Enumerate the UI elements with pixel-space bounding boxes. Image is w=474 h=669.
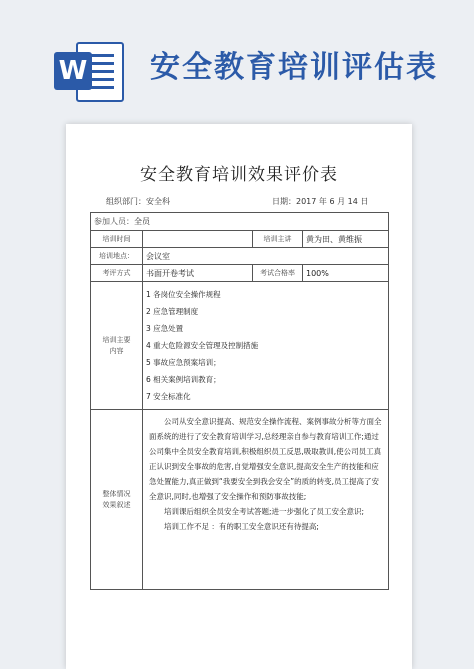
word-document-icon bbox=[54, 38, 124, 102]
department-label: 组织部门： bbox=[106, 197, 146, 206]
summary-paragraph: 公司从安全意识提高、规范安全操作流程、案例事故分析等方面全面系统的进行了安全教育培训学习,总经理亲自参与教育培训工作;通过公司集中全员安全教育培训,积极组织员工反思,吸取教训,使公司员工真正认识到安全事故的危害,自觉增强安全意识,提高安全生产的技能和应急处置能力,真正做到“我要安全到我会安全”的质的转变,员工提高了安全意识,同时,也增强了安全操作和预防事故技能; bbox=[149, 417, 382, 501]
content-item: 1 各岗位安全操作规程 bbox=[146, 290, 221, 299]
content-item: 4 重大危险源安全管理及控制措施 bbox=[146, 341, 259, 350]
content-items-cell bbox=[143, 282, 389, 410]
banner bbox=[0, 0, 474, 112]
content-row bbox=[91, 282, 389, 410]
summary-label bbox=[91, 410, 143, 590]
content-label-line-2: 内容 bbox=[109, 346, 124, 355]
banner-title: 安全教育培训评估表 bbox=[150, 50, 438, 85]
date-value: 2017 年 6 月 14 日 bbox=[296, 197, 369, 206]
time-label: 培训时间 bbox=[91, 231, 143, 248]
trainer-label: 培训主讲 bbox=[253, 231, 303, 248]
content-item: 5 事故应急预案培训； bbox=[146, 358, 221, 367]
summary-label-line-1: 整体情况 bbox=[102, 489, 131, 498]
pass-rate-label: 考试合格率 bbox=[253, 265, 303, 282]
content-item: 6 相关案例培训教育； bbox=[146, 375, 221, 384]
trainer-value: 黄为田、黄维振 bbox=[303, 231, 389, 248]
time-value bbox=[143, 231, 253, 248]
summary-row bbox=[91, 410, 389, 590]
summary-label-line-2: 效果叙述 bbox=[102, 500, 131, 509]
summary-line-shortcoming: 培训工作不足 ：有的职工安全意识还有待提高; bbox=[164, 522, 319, 531]
content-item: 2 应急管理制度 bbox=[146, 307, 199, 316]
location-row bbox=[91, 248, 389, 265]
content-item: 3 应急处置 bbox=[146, 324, 184, 333]
method-value: 书面开卷考试 bbox=[143, 265, 253, 282]
document-page bbox=[66, 124, 412, 669]
participants-value: 全员 bbox=[134, 217, 150, 226]
department-meta bbox=[106, 196, 170, 207]
summary-text bbox=[146, 410, 385, 534]
evaluation-form-table bbox=[90, 212, 389, 590]
date-label: 日期： bbox=[272, 197, 296, 206]
summary-line-exam: 培训课后组织全员安全考试答题;进一步强化了员工安全意识; bbox=[164, 507, 365, 516]
department-value: 安全科 bbox=[146, 197, 170, 206]
content-label bbox=[91, 282, 143, 410]
location-value: 会议室 bbox=[143, 248, 389, 265]
document-title: 安全教育培训效果评价表 bbox=[140, 165, 338, 185]
location-label: 培训地点： bbox=[91, 248, 143, 265]
method-label: 考评方式 bbox=[91, 265, 143, 282]
summary-cell bbox=[143, 410, 389, 590]
participants-row bbox=[91, 213, 389, 231]
content-item: 7 安全标准化 bbox=[146, 392, 191, 401]
time-row bbox=[91, 231, 389, 248]
participants-label: 参加人员： bbox=[94, 217, 134, 226]
date-meta bbox=[272, 196, 368, 207]
word-logo-letter: W bbox=[54, 52, 92, 90]
content-label-line-1: 培训主要 bbox=[102, 335, 131, 344]
method-row bbox=[91, 265, 389, 282]
document-lines bbox=[90, 54, 114, 94]
pass-rate-value: 100% bbox=[303, 265, 389, 282]
